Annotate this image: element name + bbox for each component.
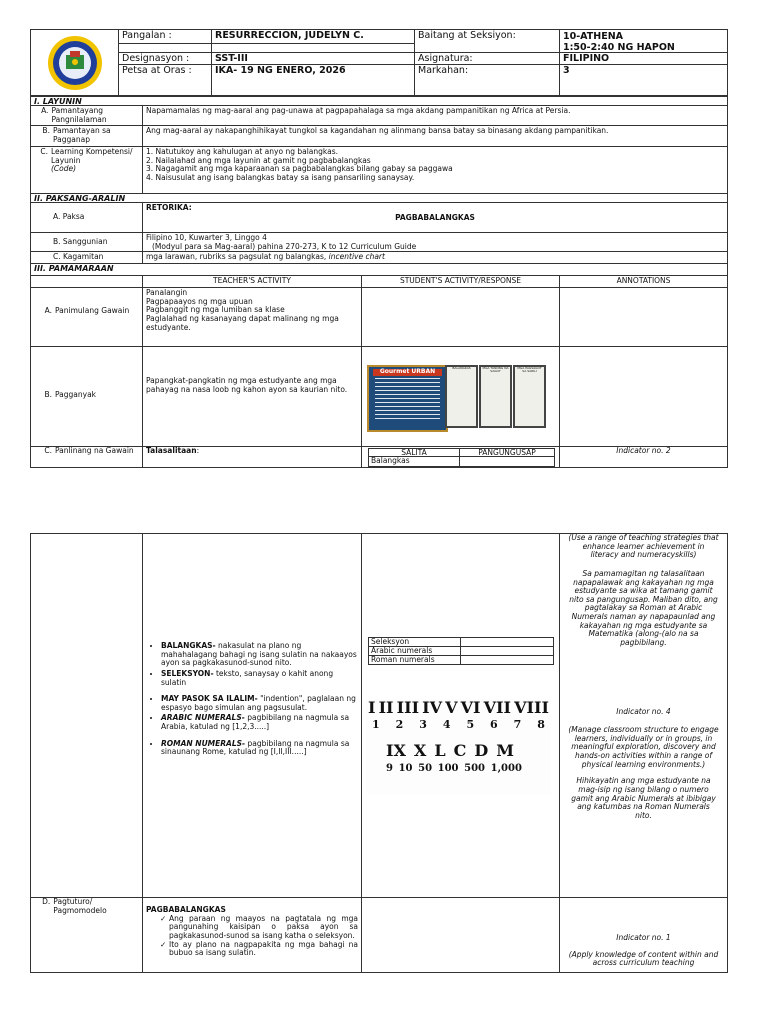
indicator-4: Indicator no. 4 xyxy=(616,706,671,716)
arabic-label: 9 xyxy=(386,763,393,775)
pagganyak-text: Papangkat-pangkatin ng mga estudyante ang mga pahayag na nasa loob ng kahon ayon sa kaurian nito. xyxy=(142,346,362,447)
word-cell: Roman numerals xyxy=(368,655,461,665)
talasalitaan-label: Talasalitaan xyxy=(146,446,197,455)
panlinang-label: C. Panlinang na Gawain xyxy=(30,446,143,468)
kagamitan-label: C. Kagamitan xyxy=(30,251,143,264)
definition-item: • BALANGKAS- nakasulat na plano ng mahahalagang bahagi ng isang sulatin na nakaayos ayon sa pagkakasunod-sunod nito. xyxy=(161,642,357,668)
arabic-label: 1 xyxy=(372,718,380,732)
roman-label: X xyxy=(413,741,427,761)
roman-label: II xyxy=(378,698,394,717)
roman-label: D xyxy=(474,741,489,761)
arabic-label: 4 xyxy=(442,718,451,732)
roman-numerals-chart xyxy=(366,699,551,794)
indicator-2: Indicator no. 2 xyxy=(559,446,728,468)
pangalan-value: RESURRECCION, JUDELYN C. xyxy=(211,29,415,44)
arabic-label: 500 xyxy=(464,763,485,775)
sanggunian-text: Filipino 10, Kuwarter 3, Linggo 4 (Modyul para sa Mag-aaral) pahina 270-273, K to 12 Curriculum Guide xyxy=(142,232,728,252)
definition-item: • ARABIC NUMERALS- pagbibilang na nagmula sa Arabia, katulad ng [1,2,3.....] xyxy=(161,714,357,731)
poster-column: BALANGKAS xyxy=(445,365,478,428)
paksa-topic: PAGBABALANGKAS xyxy=(395,213,475,222)
arabic-label: 50 xyxy=(418,763,433,775)
competency-item: 3. Nagagamit ang mga kaparaanan sa pagbabalangkas bilang gabay sa paggawa xyxy=(146,164,453,174)
indicator-1: Indicator no. 1 xyxy=(616,933,671,942)
roman-label: I xyxy=(368,698,376,717)
competency-item: 1. Natutukoy ang kahulugan at anyo ng balangkas. xyxy=(146,147,338,156)
poster-column: MGA TANONG NA SAGOT xyxy=(479,365,512,428)
roman-label: VI xyxy=(460,698,481,717)
paksa-topic-cell xyxy=(142,202,728,233)
baitang-value xyxy=(559,29,728,53)
definition-item: • ROMAN NUMERALS- pagbibilang na nagmula sa sinaunang Rome, katulad ng [I,II,III.....] xyxy=(161,740,357,757)
pamamaraan-title: III. PAMAMARAAN xyxy=(30,263,728,276)
pagtuturo-annotation xyxy=(559,897,728,973)
arabic-label: 1,000 xyxy=(490,763,522,775)
sanggunian-label: B. Sanggunian xyxy=(30,232,143,252)
competency-item: 4. Naisusulat ang isang balangkas batay sa isang pansariling sanaysay. xyxy=(146,172,415,182)
activity-item: Panalangin xyxy=(146,288,188,297)
word-cell: Seleksyon xyxy=(368,637,461,647)
kagamitan-text: mga larawan, rubriks sa pagsulat ng balangkas, incentive chart xyxy=(142,251,728,264)
activity-item: Pagbanggit ng mga lumiban sa klase xyxy=(146,305,285,315)
layunin-c-list xyxy=(142,146,728,194)
roman-label: V xyxy=(445,698,458,717)
roman-label: M xyxy=(496,741,514,761)
panimulang-list xyxy=(142,287,362,347)
student-response-cell xyxy=(361,533,560,898)
competency-item: 2. Nailalahad ang mga layunin at gamit ng pagbabalangkas xyxy=(146,155,371,165)
pangalan-label: Pangalan : xyxy=(118,29,212,44)
activity-item: Paglalahad ng kasanayang dapat malinang ng mga estudyante. xyxy=(146,313,339,332)
roman-label: L xyxy=(434,741,446,761)
definitions-list xyxy=(147,642,357,757)
definitions-cell xyxy=(142,533,362,898)
paksa-title: II. PAKSANG-ARALIN xyxy=(30,193,728,203)
annotation-text: (Apply knowledge of content within and across curriculum teaching xyxy=(568,949,719,968)
layunin-title: I. LAYUNIN xyxy=(30,96,728,106)
col-student-activity: STUDENT'S ACTIVITY/RESPONSE xyxy=(361,275,560,288)
roman-label: VII xyxy=(483,698,511,717)
vocabulary-table xyxy=(361,446,560,468)
roman-label: III xyxy=(396,698,420,717)
activity-item: Pagpapaayos ng mga upuan xyxy=(146,296,253,306)
roman-label: C xyxy=(453,741,467,761)
poster-image xyxy=(367,365,448,432)
annotation-text: Hihikayatin ang mga estudyante na mag-isip ng isang bilang o numero gamit ang Arabic Numerals at ibibigay ang katumbas na Roman Numerals nito. xyxy=(571,776,716,820)
roman-label: IV xyxy=(422,698,443,717)
salita-header: SALITA xyxy=(368,448,460,457)
petsa-value: IKA- 19 NG ENERO, 2026 xyxy=(211,64,415,96)
arabic-label: 6 xyxy=(490,718,498,732)
arabic-label: 3 xyxy=(419,718,427,732)
pagtuturo-label: D. Pagtuturo/ Pagmomodelo xyxy=(30,897,143,973)
logo-cell xyxy=(30,29,119,96)
pagganyak-image-cell xyxy=(361,346,560,447)
designasyon-label: Designasyon : xyxy=(118,52,212,65)
annotation-text: (Use a range of teaching strategies that enhance learner achievement in literacy and numeracyskills) xyxy=(568,533,719,560)
asignatura-label: Asignatura: xyxy=(414,52,560,65)
talasalitaan-cell: Talasalitaan: xyxy=(142,446,362,468)
poster-column: MGA PAGSAGOT SA SARILI xyxy=(513,365,546,428)
petsa-label: Petsa at Oras : xyxy=(118,64,212,96)
col-teacher-activity: TEACHER'S ACTIVITY xyxy=(142,275,362,288)
baitang-label: Baitang at Seksiyon: xyxy=(414,29,560,53)
check-item: ✓ Ito ay plano na nagpapakita ng mga bahagi na bubuo sa isang sulatin. xyxy=(160,941,358,958)
asignatura-value: FILIPINO xyxy=(559,52,728,65)
layunin-a-label: A. Pamantayang Pangnilalaman xyxy=(30,105,143,126)
baitang-line1: 10-ATHENA xyxy=(563,31,624,42)
pagbabalangkas-heading: PAGBABALANGKAS xyxy=(146,905,226,914)
pangungusap-header: PANGUNGUSAP xyxy=(459,448,555,457)
word-cell: Arabic numerals xyxy=(368,646,461,656)
layunin-b-label: B. Pamantayan sa Pagganap xyxy=(30,125,143,147)
col-annotations: ANNOTATIONS xyxy=(559,275,728,288)
arabic-label: 8 xyxy=(537,718,545,732)
layunin-c-label: C. Learning Kompetensi/ Layunin (Code) xyxy=(30,146,143,194)
roman-label: VIII xyxy=(514,698,549,717)
annotation-text: (Manage classroom structure to engage learners, individually or in groups, in meaningful exploration, discovery and hands-on activities within a range of physical learning environments.) xyxy=(568,725,719,769)
designasyon-value: SST-III xyxy=(211,52,415,65)
check-item: ✓ Ang paraan ng maayos na pagtatala ng mga pangunahing kaisipan o paksa ayon sa pagkakasunod-sunod sa isang katha o seleksyon. xyxy=(160,915,358,941)
roman-label: IX xyxy=(386,741,406,761)
paksa-a-label: A. Paksa xyxy=(30,202,143,233)
retorika-label: RETORIKA: xyxy=(146,203,192,212)
panimulang-label: A. Panimulang Gawain xyxy=(30,287,143,347)
arabic-label: 10 xyxy=(398,763,413,775)
baitang-line2: 1:50-2:40 NG HAPON xyxy=(563,42,675,53)
definition-item: • MAY PASOK SA ILALIM- "indention", paglalaan ng espasyo bago simulan ang pagsusulat. xyxy=(161,695,357,712)
arabic-label: 7 xyxy=(513,718,522,732)
arabic-label: 100 xyxy=(437,763,459,775)
annotation-text: Sa pamamagitan ng talasalitaan napapalawak ang kakayahan ng mga estudyante sa wika at tamang gamit nito sa pangungusap. Maliban dito, ang pagtalakay sa Roman at Arabic Numerals naman ay napapaunlad ang kakayahan ng mga estudyante sa Matematika (along-(alo na sa pagbibilang. xyxy=(569,568,718,647)
salita-cell: Balangkas xyxy=(368,456,460,467)
arabic-label: 5 xyxy=(466,718,475,732)
school-logo xyxy=(40,33,110,93)
arabic-label: 2 xyxy=(395,718,404,732)
poster-title: Gourmet URBAN xyxy=(373,369,442,376)
layunin-b-text: Ang mag-aaral ay nakapanghihikayat tungkol sa kagandahan ng alinmang bansa batay sa binasang akdang pampanitikan. xyxy=(142,125,728,147)
markahan-value: 3 xyxy=(559,64,728,96)
markahan-label: Markahan: xyxy=(414,64,560,96)
layunin-a-text: Napamamalas ng mag-aaral ang pag-unawa at pagpapahalaga sa mga akdang pampanitikan ng Africa at Persia. xyxy=(142,105,728,126)
definition-item: • SELEKSYON- teksto, sanaysay o kahit anong sulatin xyxy=(161,670,357,687)
pagtuturo-content xyxy=(142,897,362,973)
annotations-cell xyxy=(559,533,728,898)
pagganyak-label: B. Pagganyak xyxy=(30,346,143,447)
